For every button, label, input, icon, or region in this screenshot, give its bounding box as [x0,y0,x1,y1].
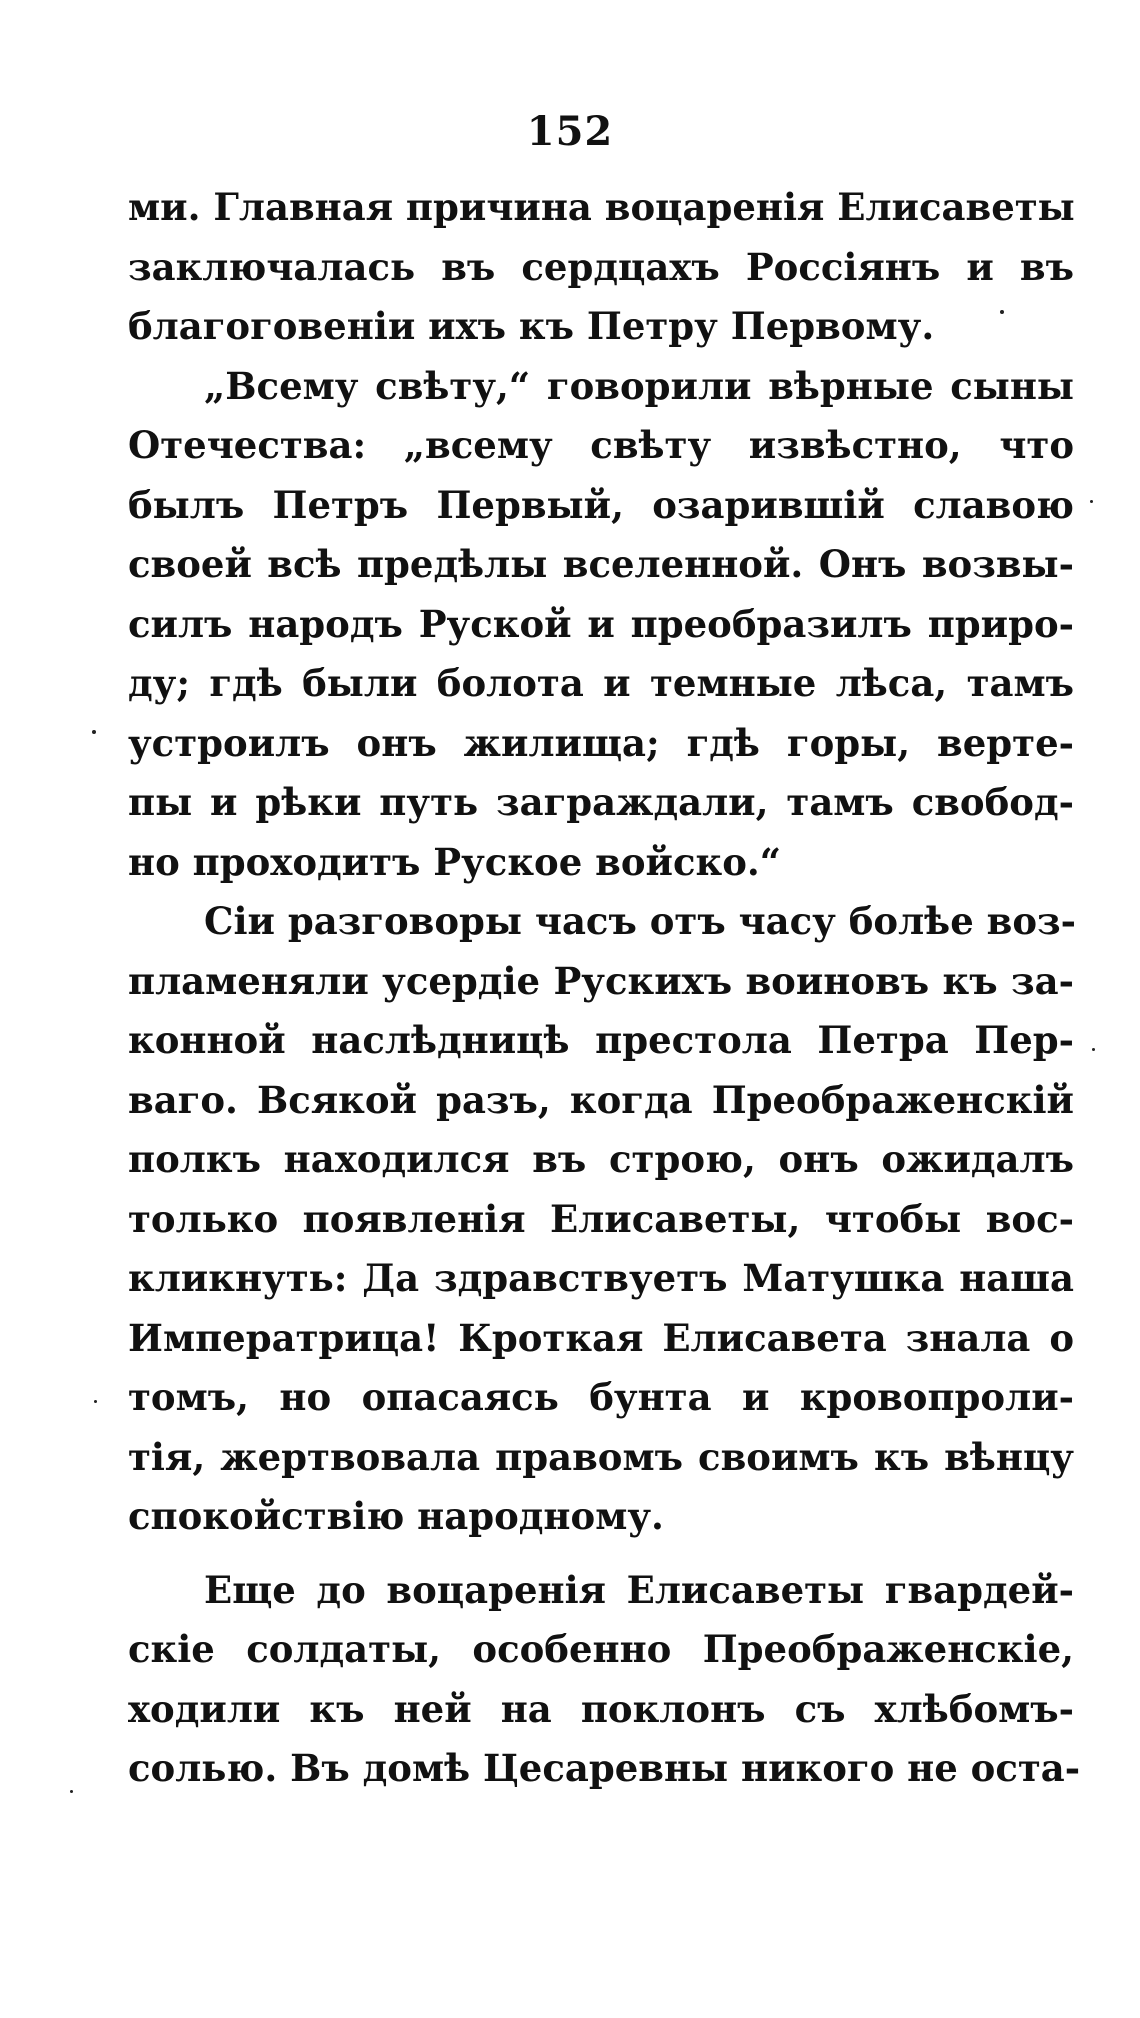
print-speck [92,730,96,734]
text-line: ходили къ ней на поклонъ съ хлѣбомъ- [128,1686,1074,1731]
text-line: но проходитъ Руское войско.“ [128,839,782,884]
text-line: Отечества: „всему свѣту извѣстно, что [128,423,1074,467]
text-line: силъ народъ Руской и преобразилъ приро- [128,601,1074,646]
text-line: ми. Главная причина воцаренія Елисаветы [128,185,1075,229]
text-line: ду; гдѣ были болота и темные лѣса, тамъ [128,661,1074,705]
paragraph-first-line: „Всему свѣту,“ говорили вѣрные сыны [204,363,1074,408]
print-speck [94,1400,97,1403]
paragraph-first-line: Сіи разговоры часъ отъ часу болѣе воз- [204,899,1076,943]
paragraph-gap [128,1547,1074,1561]
text-line: тія, жертвовала правомъ своимъ къ вѣнцу [128,1434,1074,1479]
text-line: спокойствію народному. [128,1494,664,1538]
text-line: пы и рѣки путь заграждали, тамъ свобод- [128,780,1074,824]
print-speck [1092,1048,1095,1051]
paragraph-first-line: Еще до воцаренія Елисаветы гвардей- [204,1567,1074,1612]
text-line: только появленія Елисаветы, чтобы вос- [128,1196,1074,1241]
text-line: солью. Въ домѣ Цесаревны никого не оста- [128,1746,1081,1790]
text-line: своей всѣ предѣлы вселенной. Онъ возвы- [128,542,1074,586]
text-line: пламеняли усердіе Рускихъ воиновъ къ за- [128,958,1074,1003]
print-speck [1000,310,1004,314]
page-text-block [128,178,1081,1799]
text-line: устроилъ онъ жилища; гдѣ горы, верте- [128,720,1074,765]
text-line: томъ, но опасаясь бунта и кровопроли- [128,1375,1074,1419]
text-line: полкъ находился въ строю, онъ ожидалъ [128,1137,1074,1181]
text-line: скіе солдаты, особенно Преображенскіе, [128,1627,1074,1671]
text-line: былъ Петръ Первый, озарившій славою [128,482,1074,527]
text-line: благоговеніи ихъ къ Петру Первому. [128,304,935,348]
text-line: ваго. Всякой разъ, когда Преображенскій [128,1077,1074,1122]
text-line: заключалась въ сердцахъ Россіянъ и въ [128,244,1074,289]
print-speck [70,1790,73,1793]
text-line: конной наслѣдницѣ престола Петра Пер- [128,1018,1074,1062]
text-line: кликнуть: Да здравствуетъ Матушка наша [128,1256,1074,1300]
page-number: 152 [526,108,614,155]
text-line: Императрица! Кроткая Елисавета знала о [128,1315,1074,1360]
print-speck [1090,500,1093,503]
